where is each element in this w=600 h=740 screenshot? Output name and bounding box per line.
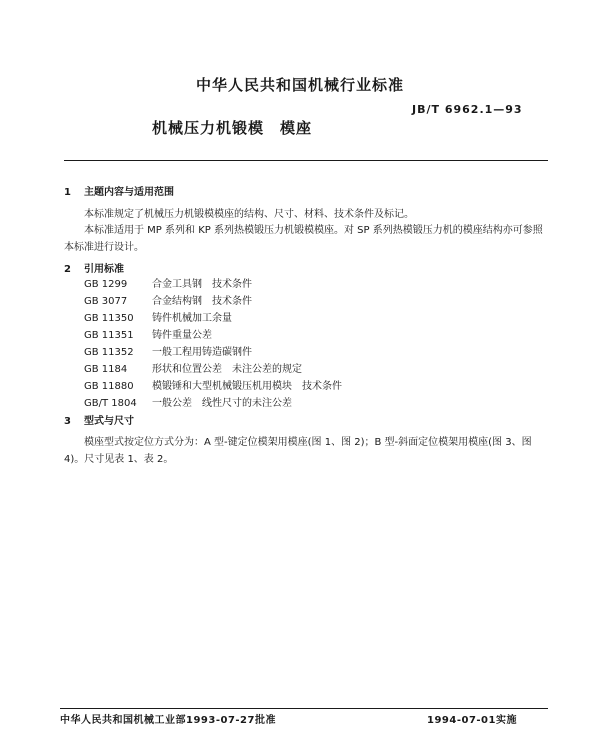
section-1-paragraph-2: 本标准适用于 MP 系列和 KP 系列热模锻压力机锻模模座。对 SP 系列热模锻压力机的模座结构亦可参照本标准进行设计。 xyxy=(64,225,543,253)
section-number: 3 xyxy=(64,416,71,427)
section-3-heading xyxy=(64,412,134,427)
reference-code: GB/T 1804 xyxy=(84,398,137,409)
document-title: 机械压力机锻模 模座 xyxy=(152,119,313,137)
section-title: 引用标准 xyxy=(84,264,124,275)
reference-code: GB 1184 xyxy=(84,364,128,375)
reference-code: GB 11351 xyxy=(84,330,134,341)
section-1-paragraph-1: 本标准规定了机械压力机锻模模座的结构、尺寸、材料、技术条件及标记。 xyxy=(84,209,414,220)
section-title: 型式与尺寸 xyxy=(84,416,134,427)
section-2-heading xyxy=(64,260,124,275)
section-number: 2 xyxy=(64,264,71,275)
reference-title: 铸件机械加工余量 xyxy=(152,313,232,324)
footer-divider xyxy=(60,708,548,709)
standard-number: JB/T 6962.1—93 xyxy=(412,103,523,116)
reference-row xyxy=(84,327,342,344)
section-number: 1 xyxy=(64,187,71,198)
reference-row xyxy=(84,344,342,361)
reference-code: GB 11352 xyxy=(84,347,134,358)
reference-title: 形状和位置公差 未注公差的规定 xyxy=(152,364,302,375)
reference-row xyxy=(84,378,342,395)
reference-row xyxy=(84,310,342,327)
issuing-body-title: 中华人民共和国机械行业标准 xyxy=(195,76,404,94)
reference-code: GB 11880 xyxy=(84,381,134,392)
reference-title: 合金结构钢 技术条件 xyxy=(152,296,252,307)
header-divider xyxy=(64,160,548,161)
reference-code: GB 1299 xyxy=(84,279,128,290)
reference-title: 模锻锤和大型机械锻压机用模块 技术条件 xyxy=(152,381,342,392)
reference-title: 合金工具钢 技术条件 xyxy=(152,279,252,290)
reference-row xyxy=(84,293,342,310)
reference-row xyxy=(84,395,342,412)
reference-title: 一般公差 线性尺寸的未注公差 xyxy=(152,398,292,409)
reference-code: GB 11350 xyxy=(84,313,134,324)
section-title: 主题内容与适用范围 xyxy=(84,187,174,198)
reference-row xyxy=(84,276,342,293)
reference-standards-list xyxy=(84,276,342,412)
section-1-heading xyxy=(64,183,174,198)
reference-code: GB 3077 xyxy=(84,296,128,307)
section-3-paragraph-1: 模座型式按定位方式分为：A 型-键定位模架用模座(图 1、图 2)；B 型-斜面定位模架用模座(图 3、图 4)。尺寸见表 1、表 2。 xyxy=(64,437,532,465)
approval-info: 中华人民共和国机械工业部1993-07-27批准 xyxy=(60,715,276,726)
reference-row xyxy=(84,361,342,378)
reference-title: 一般工程用铸造碳钢件 xyxy=(152,347,252,358)
reference-title: 铸件重量公差 xyxy=(152,330,212,341)
effective-date: 1994-07-01实施 xyxy=(427,715,517,726)
